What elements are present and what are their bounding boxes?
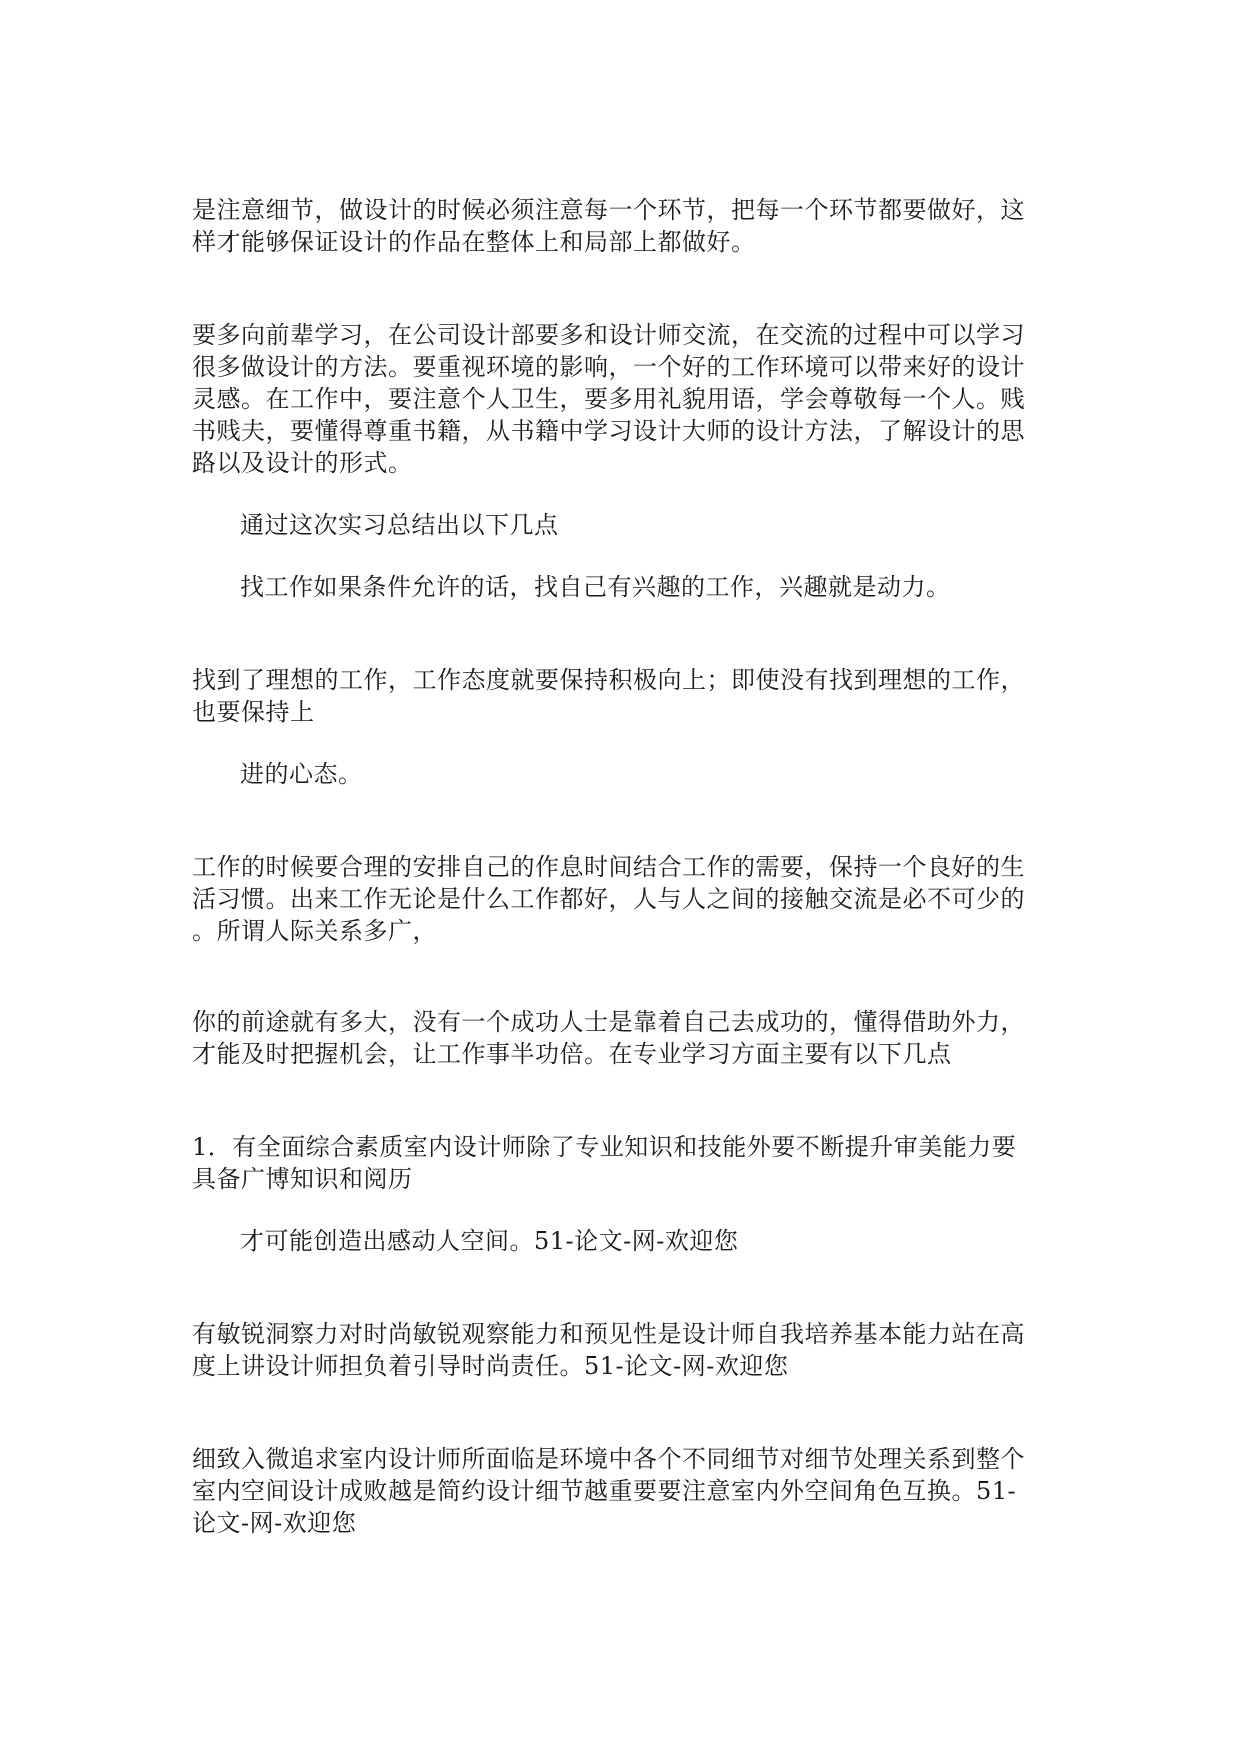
text-line: 才能及时把握机会，让工作事半功倍。在专业学习方面主要有以下几点 xyxy=(192,1040,952,1068)
paragraph-learn-from-seniors xyxy=(192,319,1052,479)
text-line: 室内空间设计成败越是简约设计细节越重要要注意室内外空间角色互换。51- xyxy=(192,1477,1017,1505)
paragraph-point-one xyxy=(192,1131,1052,1195)
paragraph-details xyxy=(192,1443,1052,1539)
text-line: 灵感。在工作中，要注意个人卫生，要多用礼貌用语，学会尊敬每一个人。贱 xyxy=(192,385,1025,413)
text-line: 路以及设计的形式。 xyxy=(192,449,413,477)
paragraph-attention-detail xyxy=(192,194,1052,258)
text-line: 度上讲设计师担负着引导时尚责任。51-论文-网-欢迎您 xyxy=(192,1352,789,1380)
text-line: 书贱夫，要懂得尊重书籍，从书籍中学习设计大师的设计方法，了解设计的思 xyxy=(192,417,1025,445)
text-line: 具备广博知识和阅历 xyxy=(192,1165,413,1193)
paragraph-mindset xyxy=(240,758,1100,790)
text-line: 。所谓人际关系多广， xyxy=(192,917,437,945)
paragraph-future xyxy=(192,1006,1052,1070)
paragraph-insight xyxy=(192,1318,1052,1382)
text-line: 工作的时候要合理的安排自己的作息时间结合工作的需要，保持一个良好的生 xyxy=(192,853,1025,881)
text-line: 有敏锐洞察力对时尚敏锐观察能力和预见性是设计师自我培养基本能力站在高 xyxy=(192,1320,1025,1348)
text-line: 要多向前辈学习，在公司设计部要多和设计师交流，在交流的过程中可以学习 xyxy=(192,321,1025,349)
text-line: 找工作如果条件允许的话，找自己有兴趣的工作，兴趣就是动力。 xyxy=(240,573,951,601)
text-line: 1．有全面综合素质室内设计师除了专业知识和技能外要不断提升审美能力要 xyxy=(192,1133,1017,1161)
text-line: 是注意细节，做设计的时候必须注意每一个环节，把每一个环节都要做好，这 xyxy=(192,196,1025,224)
paragraph-create-space xyxy=(240,1225,1100,1257)
paragraph-work-attitude xyxy=(192,664,1052,728)
paragraph-summary-heading xyxy=(240,509,1100,541)
paragraph-find-job xyxy=(240,571,1100,603)
text-line: 你的前途就有多大，没有一个成功人士是靠着自己去成功的，懂得借助外力， xyxy=(192,1008,1025,1036)
text-line: 细致入微追求室内设计师所面临是环境中各个不同细节对细节处理关系到整个 xyxy=(192,1445,1025,1473)
text-line: 通过这次实习总结出以下几点 xyxy=(240,511,559,539)
text-line: 样才能够保证设计的作品在整体上和局部上都做好。 xyxy=(192,228,756,256)
text-line: 进的心态。 xyxy=(240,760,363,788)
paragraph-work-habits xyxy=(192,851,1052,947)
text-line: 论文-网-欢迎您 xyxy=(192,1509,357,1537)
text-line: 才可能创造出感动人空间。51-论文-网-欢迎您 xyxy=(240,1227,739,1255)
text-line: 也要保持上 xyxy=(192,698,315,726)
text-line: 活习惯。出来工作无论是什么工作都好，人与人之间的接触交流是必不可少的 xyxy=(192,885,1025,913)
text-line: 很多做设计的方法。要重视环境的影响，一个好的工作环境可以带来好的设计 xyxy=(192,353,1025,381)
text-line: 找到了理想的工作，工作态度就要保持积极向上；即使没有找到理想的工作， xyxy=(192,666,1025,694)
